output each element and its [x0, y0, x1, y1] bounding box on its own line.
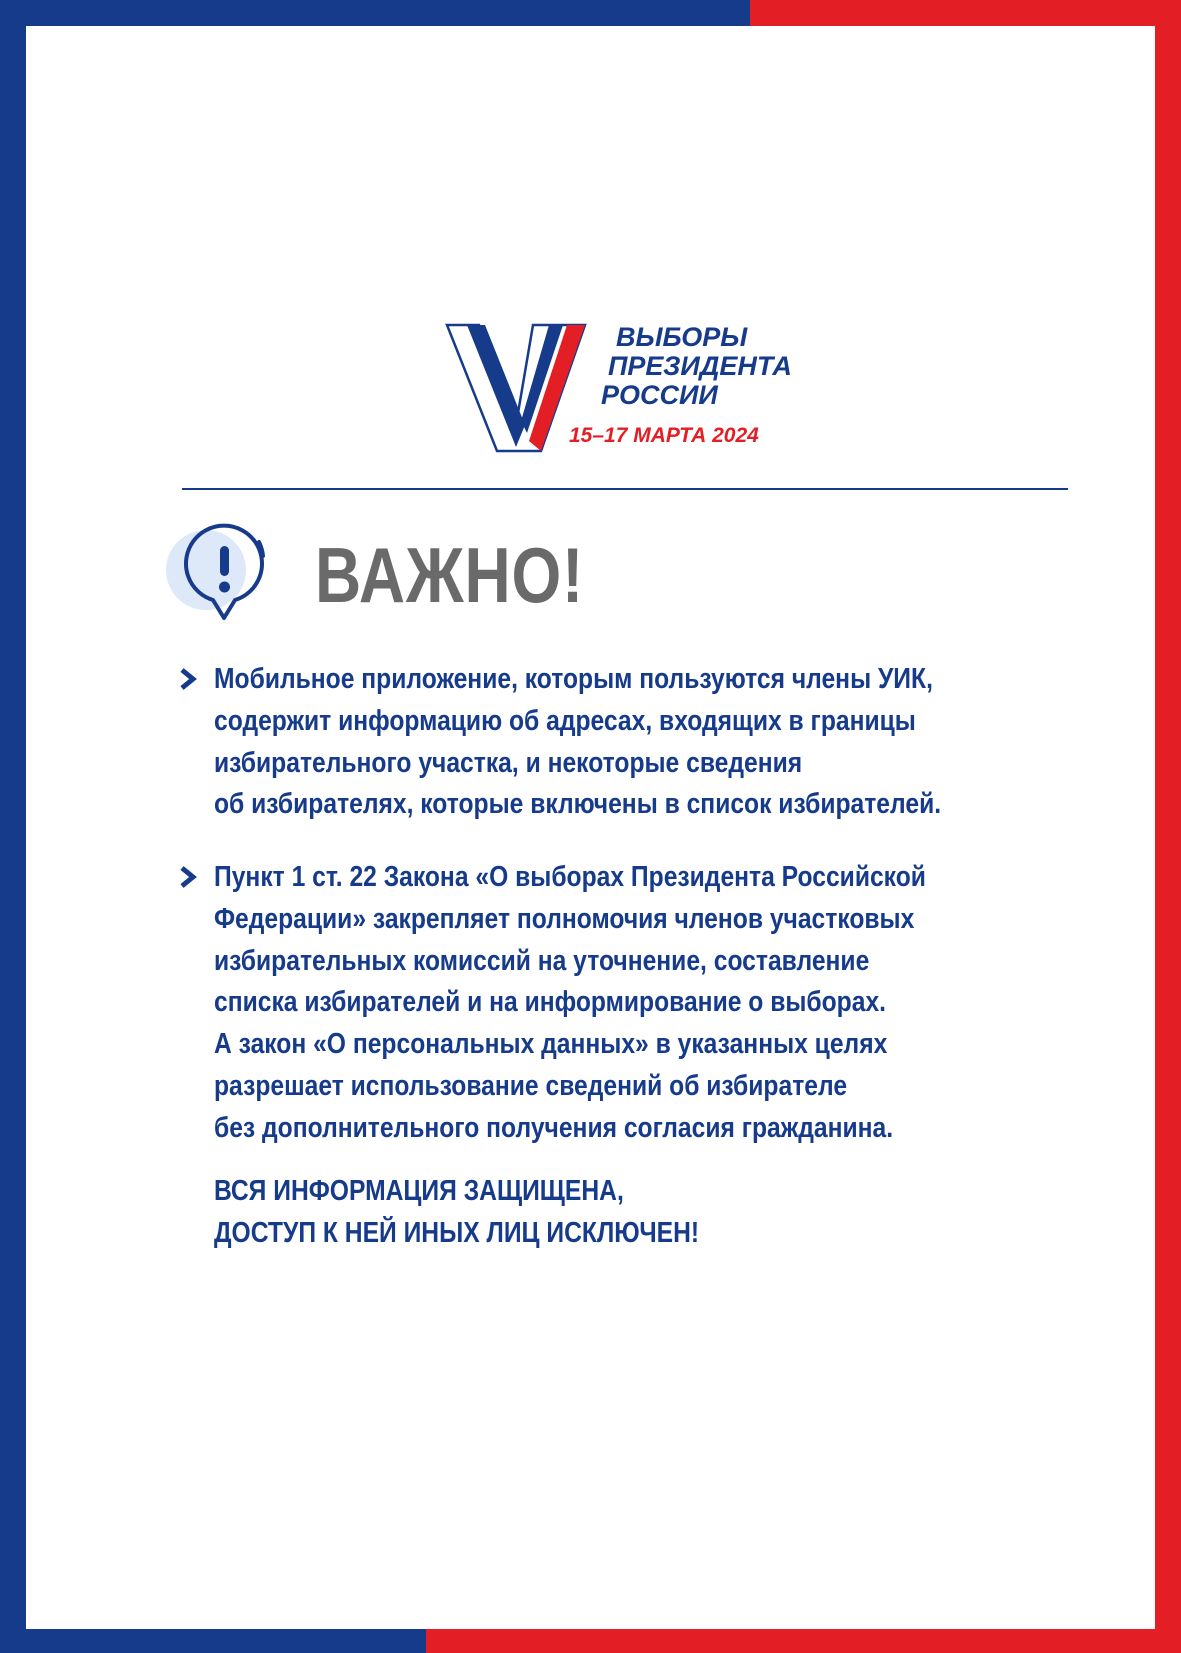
frame-right-red-band [1155, 0, 1181, 1653]
text-line: Федерации» закрепляет полномочия членов участковых [214, 902, 915, 935]
frame-top-blue-band [0, 0, 756, 26]
security-notice-line: ДОСТУП К НЕЙ ИНЫХ ЛИЦ ИСКЛЮЧЕН! [214, 1217, 700, 1249]
frame-top-red-band [750, 0, 1181, 26]
logo-line-1: ВЫБОРЫ [616, 322, 748, 352]
list-item-text [214, 857, 1052, 1150]
text-line: избирательного участка, и некоторые сведения [214, 746, 803, 779]
text-line: А закон «О персональных данных» в указанных целях [214, 1028, 888, 1061]
text-line: списка избирателей и на информирование о выборах. [214, 986, 887, 1019]
exclamation-speech-bubble-icon [163, 520, 283, 625]
logo-date: 15–17 МАРТА 2024 [569, 424, 759, 447]
text-line: избирательных комиссий на уточнение, составление [214, 944, 870, 977]
text-line: без дополнительного получения согласия гражданина. [214, 1111, 894, 1144]
chevron-right-icon [178, 667, 200, 691]
header-divider [182, 488, 1068, 490]
list-item-text [214, 659, 1069, 826]
logo-title [595, 323, 792, 410]
text-line: об избирателях, которые включены в список избирателей. [214, 788, 942, 821]
logo-line-2: ПРЕЗИДЕНТА [608, 351, 792, 381]
election-logo [445, 322, 792, 453]
text-line: Мобильное приложение, которым пользуются члены УИК, [214, 663, 933, 695]
frame-bottom-blue-band [0, 1629, 432, 1653]
text-line: содержит информацию об адресах, входящих в границы [214, 704, 916, 737]
security-notice-line: ВСЯ ИНФОРМАЦИЯ ЗАЩИЩЕНА, [214, 1175, 624, 1207]
frame-left-blue-band [0, 0, 26, 1653]
security-notice [214, 1170, 785, 1254]
text-line: Пункт 1 ст. 22 Закона «О выборах Президента Российской [214, 861, 926, 893]
frame-bottom-red-band [426, 1629, 1181, 1653]
logo-line-3: РОССИИ [601, 380, 718, 410]
important-title: ВАЖНО! [315, 531, 585, 619]
chevron-right-icon [178, 865, 200, 889]
text-line: разрешает использование сведений об избирателе [214, 1069, 848, 1102]
